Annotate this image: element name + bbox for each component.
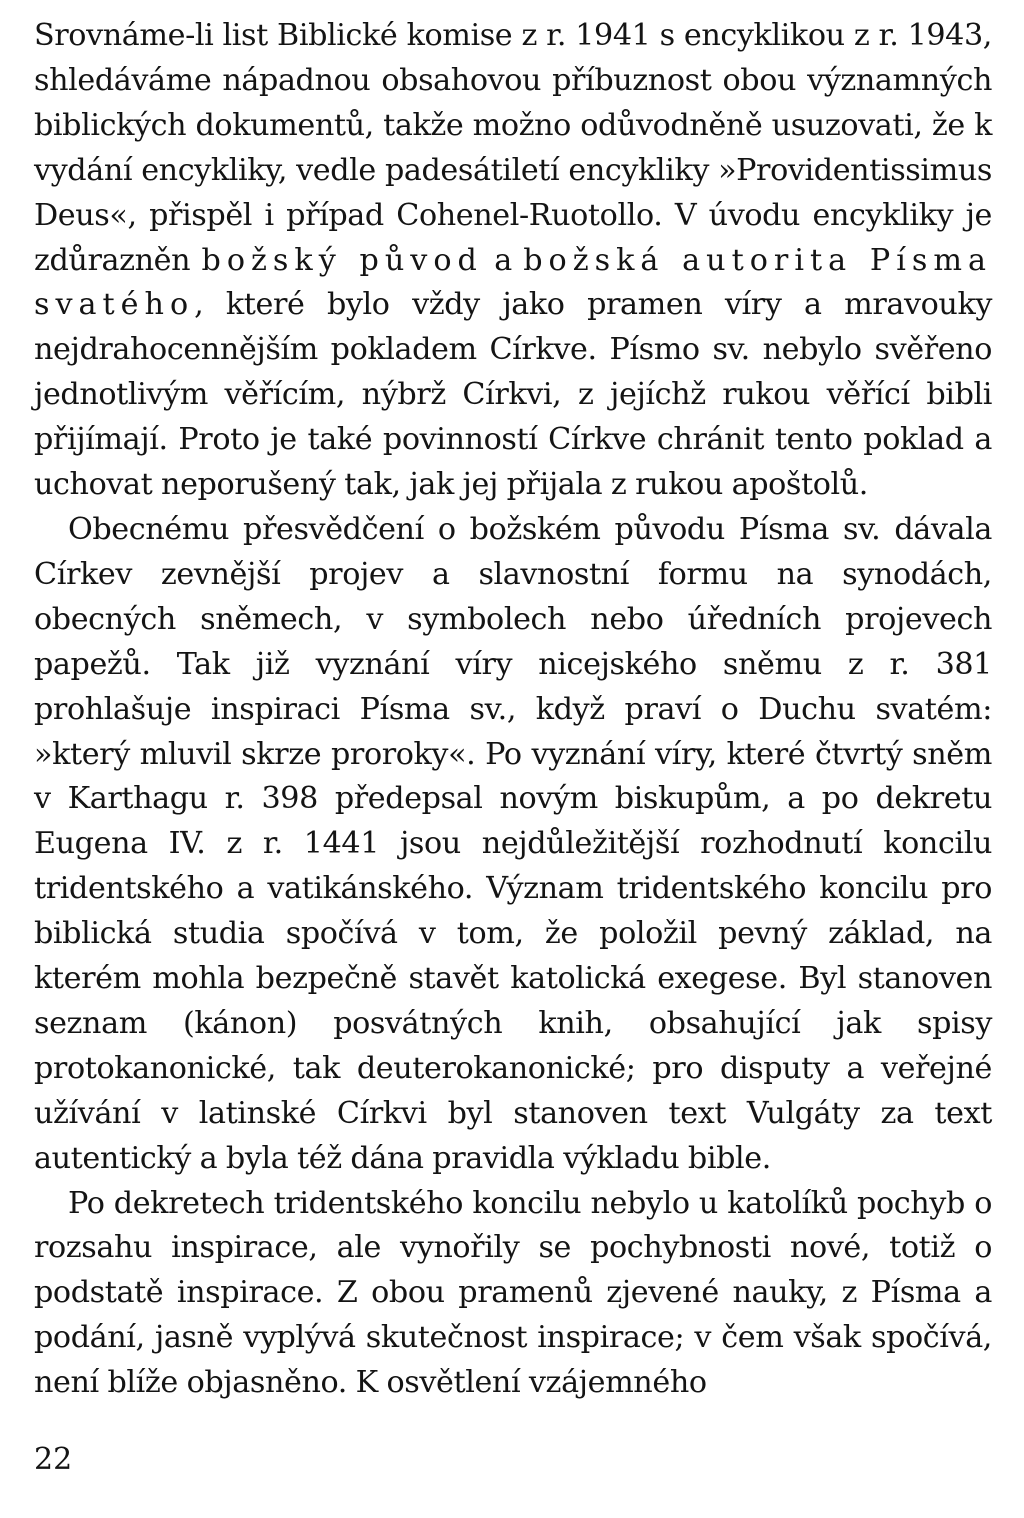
paragraph-1-text-end: , které bylo vždy jako pramen víry a mravouky nejdrahocennějším pokladem Církve. Písmo sv. nebylo svěřeno jednotlivým věřícím, nýbrž Církvi, z jejíchž rukou věřící bibli přijímají. Proto je také povinností Církve chránit tento poklad a uchovat neporušený tak, jak jej přijala z rukou apoštolů. — [34, 287, 992, 503]
paragraph-1-conjunction: a — [482, 242, 524, 278]
paragraph-1-text: Srovnáme-li list Biblické komise z r. 1941 s encyklikou z r. 1943, shledáváme nápadnou obsahovou příbuznost obou významných biblických dokumentů, takže možno odůvodněně usuzovati, že k vydání encykliky, vedle padesátiletí encykliky »Providentissimus Deus«, přispěl i případ Cohenel-Ruotollo. V úvodu encykliky je zdůrazněn — [34, 18, 992, 278]
emphasis-bozska-autorita: božská autorita Písma svatého — [34, 242, 992, 323]
paragraph-3 — [34, 1182, 992, 1407]
paragraph-2 — [34, 508, 992, 1182]
paragraph-2-text: Obecnému přesvědčení o božském původu Písma sv. dávala Církev zevnější projev a slavnostní formu na synodách, obecných sněmech, v symbolech nebo úředních projevech papežů. Tak již vyznání víry nicejského sněmu z r. 381 prohlašuje inspiraci Písma sv., když praví o Duchu svatém: »který mluvil skrze proroky«. Po vyznání víry, které čtvrtý sněm v Karthagu r. 398 předepsal novým biskupům, a po dekretu Eugena IV. z r. 1441 jsou nejdůležitější rozhodnutí koncilu tridentského a vatikánského. Význam tridentského koncilu pro biblická studia spočívá v tom, že položil pevný základ, na kterém mohla bezpečně stavět katolická exegese. Byl stanoven seznam (kánon) posvátných knih, obsahující jak spisy protokanonické, tak deuterokanonické; pro disputy a veřejné užívání v latinské Církvi byl stanoven text Vulgáty za text autentický a byla též dána pravidla výkladu bible. — [34, 511, 992, 1176]
body-text — [34, 14, 992, 1406]
paragraph-1 — [34, 14, 992, 508]
paragraph-3-text: Po dekretech tridentského koncilu nebylo u katolíků pochyb o rozsahu inspirace, ale vynořily se pochybnosti nové, totiž o podstatě inspirace. Z obou pramenů zjevené nauky, z Písma a podání, jasně vyplývá skutečnost inspirace; v čem však spočívá, není blíže objasněno. K osvětlení vzájemného — [34, 1185, 992, 1401]
page-number: 22 — [34, 1442, 73, 1477]
emphasis-bozsky-puvod: božský původ — [201, 242, 483, 278]
